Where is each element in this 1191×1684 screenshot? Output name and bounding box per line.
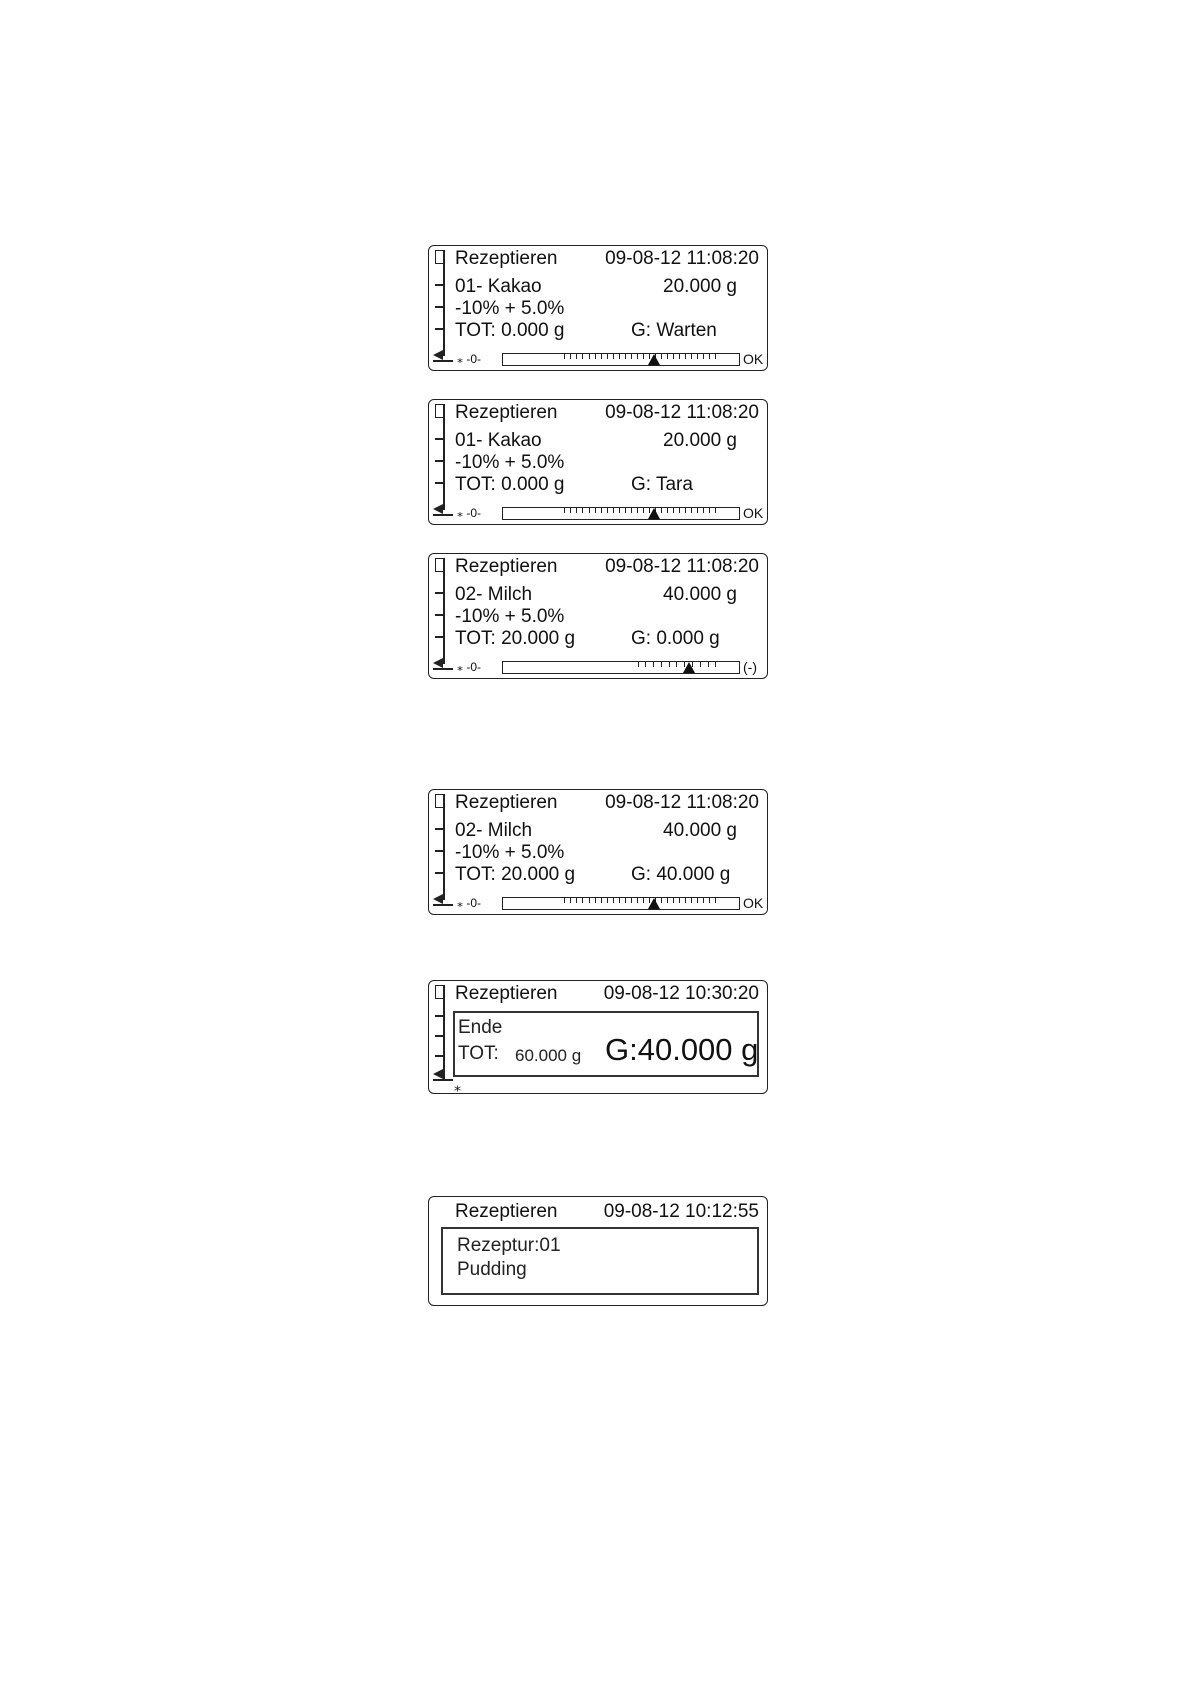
scale-tick bbox=[601, 898, 602, 903]
status-label: OK bbox=[743, 895, 764, 911]
stability-zero-icons: ⁎ -0- bbox=[457, 506, 481, 520]
scale-tick bbox=[613, 508, 614, 513]
scale-tick bbox=[653, 662, 654, 667]
scale-tick bbox=[667, 508, 668, 513]
tolerance: -10% + 5.0% bbox=[455, 452, 565, 473]
recipe-name: Pudding bbox=[457, 1259, 527, 1280]
recipe-screen-3 bbox=[428, 553, 768, 679]
mode-title: Rezeptieren bbox=[455, 983, 558, 1004]
scale-tick bbox=[709, 508, 710, 513]
weight-pointer-icon bbox=[648, 898, 660, 909]
target-weight: 40.000 g bbox=[663, 584, 737, 605]
scale-tick bbox=[685, 354, 686, 359]
scale-tick bbox=[697, 898, 698, 903]
stability-zero-icons: ⁎ -0- bbox=[457, 896, 481, 910]
scale-tick bbox=[613, 354, 614, 359]
mode-title: Rezeptieren bbox=[455, 556, 558, 577]
scale-tick bbox=[589, 898, 590, 903]
stability-zero-icons: ⁎ -0- bbox=[457, 660, 481, 674]
scale-tick bbox=[669, 662, 670, 667]
scale-tick bbox=[625, 898, 626, 903]
scale-tick bbox=[625, 508, 626, 513]
level-indicator bbox=[433, 985, 451, 1085]
total-weight: 60.000 g bbox=[515, 1046, 582, 1065]
component-name: 01- Kakao bbox=[455, 276, 542, 297]
level-arrow-icon bbox=[433, 658, 443, 668]
scale-tick bbox=[589, 508, 590, 513]
scale-tick bbox=[673, 354, 674, 359]
scale-tick bbox=[685, 508, 686, 513]
tolerance: -10% + 5.0% bbox=[455, 842, 565, 863]
scale-tick bbox=[607, 354, 608, 359]
scale-tick bbox=[601, 508, 602, 513]
date-time: 09-08-12 11:08:20 bbox=[605, 792, 759, 813]
total-label: TOT: bbox=[458, 1043, 499, 1064]
scale-tick bbox=[589, 354, 590, 359]
scale-tick bbox=[637, 354, 638, 359]
scale-tick bbox=[619, 354, 620, 359]
scale-tick bbox=[631, 898, 632, 903]
mode-title: Rezeptieren bbox=[455, 1201, 558, 1222]
scale-tick bbox=[661, 662, 662, 667]
gross-weight: G: 0.000 g bbox=[631, 628, 720, 649]
tolerance-bar bbox=[502, 353, 740, 366]
total-weight: TOT: 20.000 g bbox=[455, 864, 576, 885]
scale-tick bbox=[570, 898, 571, 903]
weight-pointer-icon bbox=[648, 354, 660, 365]
scale-tick bbox=[607, 898, 608, 903]
status-label: OK bbox=[743, 351, 764, 367]
tolerance-bar bbox=[502, 507, 740, 520]
level-indicator bbox=[433, 250, 451, 362]
level-arrow-icon bbox=[433, 350, 443, 360]
gross-weight: G: Tara bbox=[631, 474, 693, 495]
status-label: (-) bbox=[743, 659, 757, 675]
target-weight: 40.000 g bbox=[663, 820, 737, 841]
level-arrow-icon bbox=[433, 504, 443, 514]
total-weight: TOT: 20.000 g bbox=[455, 628, 576, 649]
component-name: 01- Kakao bbox=[455, 430, 542, 451]
scale-tick bbox=[703, 354, 704, 359]
scale-tick bbox=[679, 354, 680, 359]
scale-tick bbox=[676, 662, 677, 667]
scale-tick bbox=[667, 898, 668, 903]
scale-tick bbox=[685, 898, 686, 903]
stability-zero-icons: ⁎ -0- bbox=[457, 352, 481, 366]
scale-tick bbox=[691, 354, 692, 359]
scale-tick bbox=[673, 508, 674, 513]
total-weight: TOT: 0.000 g bbox=[455, 474, 565, 495]
scale-tick bbox=[625, 354, 626, 359]
level-arrow-icon bbox=[433, 894, 443, 904]
scale-tick bbox=[582, 898, 583, 903]
scale-tick bbox=[619, 508, 620, 513]
scale-tick bbox=[715, 662, 716, 667]
scale-tick bbox=[607, 508, 608, 513]
scale-tick bbox=[703, 898, 704, 903]
recipe-end-screen bbox=[428, 980, 768, 1094]
scale-tick bbox=[613, 898, 614, 903]
scale-tick bbox=[708, 662, 709, 667]
recipe-number: Rezeptur:01 bbox=[457, 1235, 561, 1256]
scale-tick bbox=[631, 508, 632, 513]
scale-tick bbox=[673, 898, 674, 903]
tolerance: -10% + 5.0% bbox=[455, 606, 565, 627]
scale-tick bbox=[601, 354, 602, 359]
scale-tick bbox=[576, 354, 577, 359]
date-time: 09-08-12 10:12:55 bbox=[603, 1201, 759, 1222]
scale-tick bbox=[715, 508, 716, 513]
scale-tick bbox=[661, 508, 662, 513]
target-weight: 20.000 g bbox=[663, 430, 737, 451]
recipe-start-screen bbox=[428, 1196, 768, 1306]
scale-tick bbox=[638, 662, 639, 667]
scale-tick bbox=[637, 508, 638, 513]
scale-tick bbox=[643, 508, 644, 513]
weight-pointer-icon bbox=[648, 508, 660, 519]
component-name: 02- Milch bbox=[455, 820, 533, 841]
scale-tick bbox=[709, 354, 710, 359]
end-label: Ende bbox=[458, 1017, 503, 1038]
target-weight: 20.000 g bbox=[663, 276, 737, 297]
tolerance-bar bbox=[502, 897, 740, 910]
scale-tick bbox=[643, 354, 644, 359]
recipe-screen-1 bbox=[428, 245, 768, 371]
level-indicator bbox=[433, 404, 451, 516]
scale-tick bbox=[564, 508, 565, 513]
scale-tick bbox=[661, 354, 662, 359]
component-name: 02- Milch bbox=[455, 584, 533, 605]
scale-tick bbox=[645, 662, 646, 667]
scale-tick bbox=[576, 508, 577, 513]
scale-tick bbox=[679, 898, 680, 903]
gross-weight: G: 40.000 g bbox=[631, 864, 731, 885]
scale-tick bbox=[679, 508, 680, 513]
level-arrow-icon bbox=[433, 1069, 443, 1079]
scale-tick bbox=[582, 508, 583, 513]
scale-tick bbox=[564, 898, 565, 903]
tolerance: -10% + 5.0% bbox=[455, 298, 565, 319]
mode-title: Rezeptieren bbox=[455, 248, 558, 269]
scale-tick bbox=[661, 898, 662, 903]
scale-tick bbox=[570, 354, 571, 359]
stability-icon: ⁎ bbox=[454, 1078, 461, 1094]
gross-weight: G: Warten bbox=[631, 320, 717, 341]
scale-tick bbox=[564, 354, 565, 359]
weight-pointer-icon bbox=[683, 662, 695, 673]
scale-tick bbox=[619, 898, 620, 903]
date-time: 09-08-12 10:30:20 bbox=[603, 983, 759, 1004]
scale-tick bbox=[700, 662, 701, 667]
recipe-screen-2 bbox=[428, 399, 768, 525]
mode-title: Rezeptieren bbox=[455, 402, 558, 423]
scale-tick bbox=[697, 354, 698, 359]
scale-tick bbox=[697, 508, 698, 513]
scale-tick bbox=[595, 354, 596, 359]
scale-tick bbox=[691, 898, 692, 903]
scale-tick bbox=[715, 354, 716, 359]
date-time: 09-08-12 11:08:20 bbox=[605, 248, 759, 269]
scale-tick bbox=[576, 898, 577, 903]
level-indicator bbox=[433, 794, 451, 906]
scale-tick bbox=[595, 898, 596, 903]
result-box bbox=[453, 1011, 759, 1077]
status-label: OK bbox=[743, 505, 764, 521]
gross-weight-large: G:40.000 g bbox=[605, 1032, 759, 1067]
scale-tick bbox=[715, 898, 716, 903]
scale-tick bbox=[570, 508, 571, 513]
scale-tick bbox=[709, 898, 710, 903]
date-time: 09-08-12 11:08:20 bbox=[605, 402, 759, 423]
scale-tick bbox=[595, 508, 596, 513]
date-time: 09-08-12 11:08:20 bbox=[605, 556, 759, 577]
scale-tick bbox=[667, 354, 668, 359]
scale-tick bbox=[631, 354, 632, 359]
scale-tick bbox=[582, 354, 583, 359]
scale-tick bbox=[703, 508, 704, 513]
recipe-screen-4 bbox=[428, 789, 768, 915]
recipe-box bbox=[441, 1227, 759, 1295]
scale-tick bbox=[637, 898, 638, 903]
total-weight: TOT: 0.000 g bbox=[455, 320, 565, 341]
mode-title: Rezeptieren bbox=[455, 792, 558, 813]
level-indicator bbox=[433, 558, 451, 670]
scale-tick bbox=[691, 508, 692, 513]
scale-tick bbox=[643, 898, 644, 903]
tolerance-bar bbox=[502, 661, 740, 674]
